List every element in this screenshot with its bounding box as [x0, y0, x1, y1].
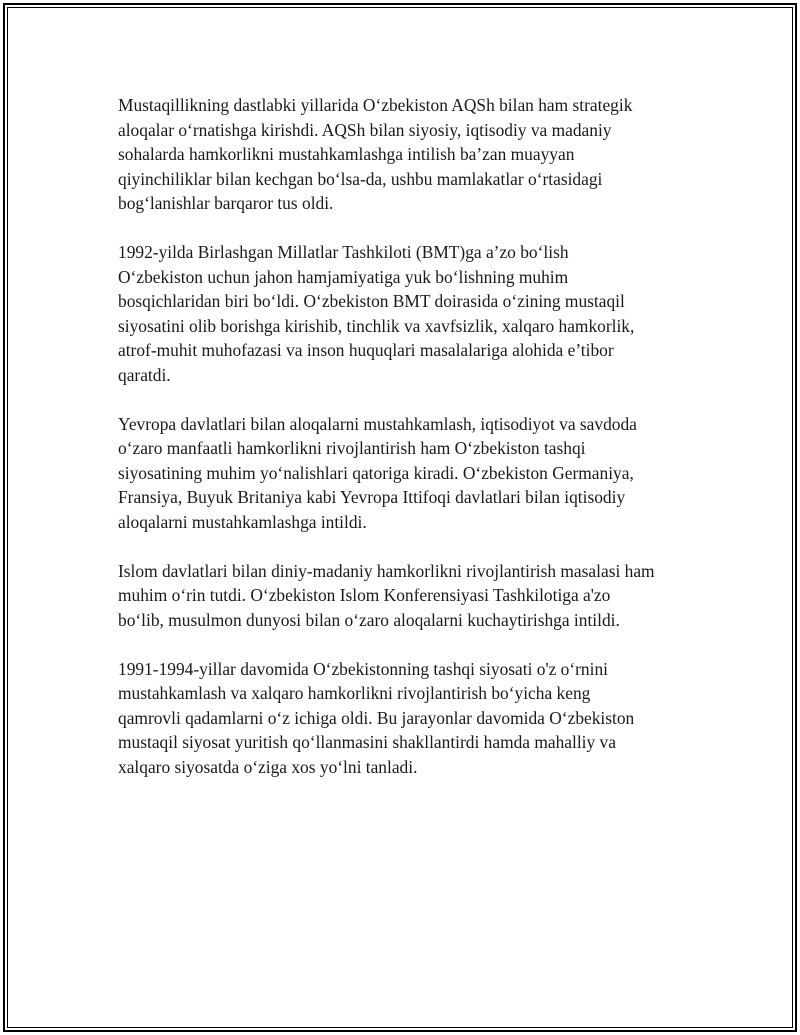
paragraph-1: Mustaqillikning dastlabki yillarida O‘zbekiston AQSh bilan ham strategik aloqalar o‘rnatishga kirishdi. AQSh bilan siyosiy, iqtisodiy va madaniy sohalarda hamkorlikni mustahkamlashga intilish ba’zan muayyan qiyinchiliklar bilan kechgan bo‘lsa-da, ushbu mamlakatlar o‘rtasidagi bog‘lanishlar barqaror tus oldi. — [118, 95, 633, 213]
paragraph-4: Islom davlatlari bilan diniy-madaniy hamkorlikni rivojlantirish masalasi ham muhim o‘rin tutdi. O‘zbekiston Islom Konferensiyasi Tashkilotiga a'zo bo‘lib, musulmon dunyosi bilan o‘zaro aloqalarni kuchaytirishga intildi. — [118, 560, 655, 630]
document-body — [118, 93, 698, 804]
paragraph-5: 1991-1994-yillar davomida O‘zbekistonning tashqi siyosati o'z o‘rnini mustahkamlash va xalqaro hamkorlikni rivojlantirish bo‘yicha keng qamrovli qadamlarni o‘z ichiga oldi. Bu jarayonlar davomida O‘zbekiston mustaqil siyosat yuritish qo‘llanmasini shakllantirdi hamda mahalliy va xalqaro siyosatda o‘ziga xos yo‘lni tanladi. — [118, 658, 635, 777]
paragraph-3: Yevropa davlatlari bilan aloqalarni mustahkamlash, iqtisodiyot va savdoda o‘zaro manfaatli hamkorlikni rivojlantirish ham O‘zbekiston tashqi siyosatining muhim yo‘nalishlari qatoriga kiradi. O‘zbekiston Germaniya, Fransiya, Buyuk Britaniya kabi Yevropa Ittifoqi davlatlari bilan iqtisodiy aloqalarni mustahkamlashga intildi. — [118, 413, 637, 532]
paragraph-2: 1992-yilda Birlashgan Millatlar Tashkiloti (BMT)ga a’zo bo‘lish O‘zbekiston uchun jahon hamjamiyatiga yuk bo‘lishning muhim bosqichlaridan biri bo‘ldi. O‘zbekiston BMT doirasida o‘zining mustaqil siyosatini olib borishga kirishib, tinchlik va xavfsizlik, xalqaro hamkorlik, atrof-muhit muhofazasi va inson huquqlari masalalariga alohida e’tibor qaratdi. — [118, 242, 635, 385]
